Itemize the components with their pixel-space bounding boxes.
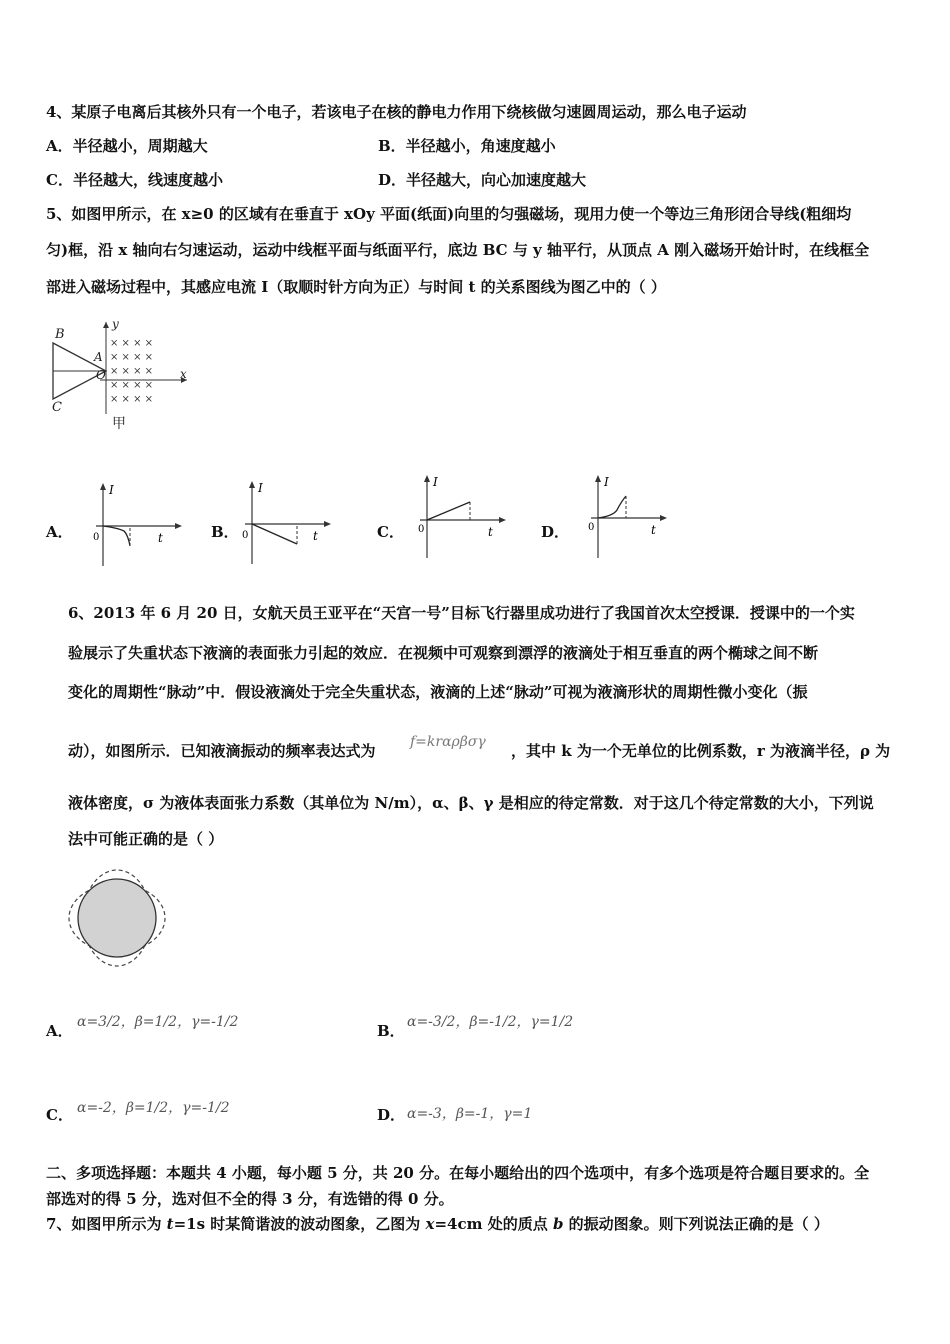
label-y: y — [112, 317, 119, 331]
q6-option-b-text: α=-3/2，β=-1/2，γ=1/2 — [407, 1014, 574, 1030]
q4-option-b[interactable]: B．半径越小，角速度越小 — [378, 137, 556, 155]
q5-line-3: 部进入磁场过程中，其感应电流 I（取顺时针方向为正）与时间 t 的关系图线为图乙中的（ ） — [46, 278, 666, 296]
q5-graph-d — [583, 472, 678, 560]
svg-text:× × × ×: × × × × — [110, 394, 154, 405]
label-b: B — [55, 327, 65, 342]
svg-text:× × × ×: × × × × — [110, 380, 154, 391]
q6-option-c-formula[interactable] — [75, 1078, 275, 1126]
droplet-figure — [62, 868, 182, 968]
q6-option-b-label[interactable]: B． — [377, 1022, 405, 1040]
q6-line-5: 液体密度，σ 为液体表面张力系数（其单位为 N/m），α、β、γ 是相应的待定常数．对于这几个待定常数的大小，下列说 — [68, 794, 874, 812]
label-o: O — [96, 368, 106, 382]
q6-option-b-formula[interactable] — [405, 996, 625, 1044]
q5-option-c[interactable]: C． — [377, 523, 404, 541]
q6-line-6: 法中可能正确的是（ ） — [68, 830, 224, 848]
q4-option-a[interactable]: A．半径越小，周期越大 — [46, 137, 208, 155]
q4-option-c[interactable]: C．半径越大，线速度越小 — [46, 171, 223, 189]
current-curve — [598, 496, 626, 518]
axis-label-i: I — [258, 481, 263, 495]
q6-line-1: 6、2013 年 6 月 20 日，女航天员王亚平在“天宫一号”目标飞行器里成功进行了我国首次太空授课．授课中的一个实 — [68, 604, 855, 622]
section2-line-2: 部选对的得 5 分，选对但不全的得 3 分，有选错的得 0 分。 — [46, 1190, 454, 1208]
current-curve — [103, 526, 130, 546]
section2-line-1: 二、多项选择题：本题共 4 小题，每小题 5 分，共 20 分。在每小题给出的四个选项中，有多个选项是符合题目要求的。全 — [46, 1164, 870, 1182]
q6-line-3: 变化的周期性“脉动”中．假设液滴处于完全失重状态，液滴的上述“脉动”可视为液滴形状的周期性微小变化（振 — [68, 683, 808, 701]
label-c: C — [52, 400, 62, 415]
q6-option-c-text: α=-2，β=1/2，γ=-1/2 — [77, 1100, 230, 1116]
svg-text:× × × ×: × × × × — [110, 366, 154, 377]
axis-label-i: I — [433, 475, 438, 489]
q5-figure-jia — [44, 314, 194, 436]
frequency-formula — [408, 727, 512, 755]
axis-label-t: t — [313, 529, 318, 543]
axis-label-t: t — [651, 523, 656, 537]
q6-option-c-label[interactable]: C． — [46, 1106, 73, 1124]
axis-label-i: I — [109, 483, 114, 497]
q6-option-a-text: α=3/2，β=1/2，γ=-1/2 — [77, 1014, 239, 1030]
label-x: x — [180, 367, 187, 381]
q5-graph-b — [237, 478, 332, 566]
q4-stem: 4、某原子电离后其核外只有一个电子，若该电子在核的静电力作用下绕核做匀速圆周运动，那么电子运动 — [46, 103, 747, 121]
q5-graph-c — [412, 472, 507, 560]
axis-label-t: t — [158, 531, 163, 545]
q6-option-d-formula[interactable] — [405, 1098, 605, 1128]
q6-line-4-after: ，其中 k 为一个无单位的比例系数，r 为液滴半径，ρ 为 — [511, 742, 891, 760]
q7-stem: 7、如图甲所示为 t=1s 时某简谐波的波动图象，乙图为 x=4cm 处的质点 b 的振动图象。则下列说法正确的是（ ） — [46, 1215, 829, 1233]
origin-label: 0 — [93, 532, 100, 543]
q6-line-4-before: 动），如图所示．已知液滴振动的频率表达式为 — [68, 742, 376, 760]
q5-option-a[interactable]: A． — [46, 523, 73, 541]
q6-option-a-formula[interactable] — [75, 996, 275, 1044]
origin-label: 0 — [242, 530, 249, 541]
origin-label: 0 — [418, 524, 425, 535]
q6-line-2: 验展示了失重状态下液滴的表面张力引起的效应．在视频中可观察到漂浮的液滴处于相互垂直的两个椭球之间不断 — [68, 644, 819, 662]
formula-text: f=krαρβσγ — [410, 734, 486, 750]
svg-text:× × × ×: × × × × — [110, 338, 154, 349]
current-line — [427, 502, 470, 520]
q6-option-a-label[interactable]: A． — [46, 1022, 73, 1040]
origin-label: 0 — [588, 522, 595, 533]
axis-label-t: t — [488, 525, 493, 539]
q4-option-d[interactable]: D．半径越大，向心加速度越大 — [378, 171, 587, 189]
label-a: A — [94, 350, 103, 364]
figure-caption: 甲 — [112, 416, 126, 432]
q6-option-d-text: α=-3，β=-1，γ=1 — [407, 1106, 533, 1122]
q5-option-b[interactable]: B． — [211, 523, 239, 541]
magnetic-field-crosses — [110, 338, 153, 405]
q5-line-1: 5、如图甲所示，在 x≥0 的区域有在垂直于 xOy 平面(纸面)向里的匀强磁场，现用力使一个等边三角形闭合导线(粗细均 — [46, 205, 852, 223]
q5-option-d[interactable]: D． — [541, 523, 570, 541]
svg-text:× × × ×: × × × × — [110, 352, 154, 363]
q5-graph-a — [88, 480, 183, 568]
q5-line-2: 匀)框，沿 x 轴向右匀速运动，运动中线框平面与纸面平行，底边 BC 与 y 轴平行，从顶点 A 刚入磁场开始计时，在线框全 — [46, 241, 870, 259]
q6-option-d-label[interactable]: D． — [377, 1106, 406, 1124]
current-line — [252, 524, 297, 544]
droplet-circle — [78, 879, 156, 957]
axis-label-i: I — [604, 475, 609, 489]
